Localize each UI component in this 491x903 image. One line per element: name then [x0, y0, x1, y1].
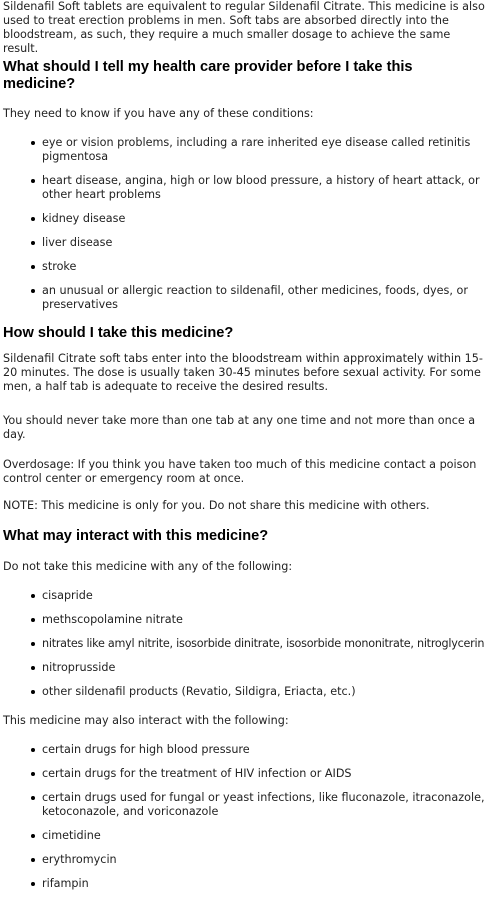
list-item	[42, 829, 488, 843]
overdosage-paragraph: Overdosage: If you think you have taken too much of this medicine contact a poison control center or emergency room at once.	[3, 458, 477, 485]
bullet-icon	[31, 834, 35, 838]
list-item-text: kidney disease	[42, 212, 126, 225]
list-item-text: an unusual or allergic reaction to sildenafil, other medicines, foods, dyes, or preservatives	[42, 284, 468, 311]
list-item	[42, 661, 488, 675]
bullet-icon	[31, 179, 35, 183]
bullet-icon	[31, 690, 35, 694]
list-item	[42, 589, 488, 603]
list-item-text: other sildenafil products (Revatio, Sildigra, Eriacta, etc.)	[42, 685, 356, 698]
list-item	[42, 767, 488, 781]
bullet-icon	[31, 594, 35, 598]
list-item-text: liver disease	[42, 236, 113, 249]
list-item-text: cimetidine	[42, 829, 101, 842]
list-item	[42, 853, 488, 867]
section-heading-interact: What may interact with this medicine?	[3, 528, 269, 544]
bullet-icon	[31, 618, 35, 622]
list-item	[42, 260, 488, 274]
bullet-icon	[31, 858, 35, 862]
may-interact-lead-text: This medicine may also interact with the following:	[3, 714, 289, 727]
bullet-icon	[31, 666, 35, 670]
list-item	[42, 136, 488, 164]
do-not-lead-text: Do not take this medicine with any of the following:	[3, 560, 293, 573]
bullet-icon	[31, 796, 35, 800]
list-item	[42, 284, 488, 312]
bullet-icon	[31, 217, 35, 221]
list-item-text: cisapride	[42, 589, 93, 602]
bullet-icon	[31, 748, 35, 752]
provider-lead-text: They need to know if you have any of these conditions:	[3, 107, 314, 120]
intro-paragraph: Sildenafil Soft tablets are equivalent to regular Sildenafil Citrate. This medicine is also used to treat erection problems in men. Soft tabs are absorbed directly into the bloodstream, as such, they require a much smaller dosage to achieve the same result.	[3, 0, 485, 55]
list-item-text: nitroprusside	[42, 661, 116, 674]
list-item	[42, 877, 488, 891]
bullet-icon	[31, 882, 35, 886]
list-item-text: certain drugs for high blood pressure	[42, 743, 250, 756]
list-item-text: certain drugs for the treatment of HIV infection or AIDS	[42, 767, 352, 780]
take-paragraph: Sildenafil Citrate soft tabs enter into the bloodstream within approximately within 15-20 minutes. The dose is usually taken 30-45 minutes before sexual activity. For some men, a half tab is adequate to receive the desired results.	[3, 352, 483, 393]
list-item-text: erythromycin	[42, 853, 117, 866]
bullet-icon	[31, 772, 35, 776]
list-item	[42, 743, 488, 757]
list-item	[42, 685, 488, 699]
list-item-text: nitrates like amyl nitrite, isosorbide dinitrate, isosorbide mononitrate, nitroglycerin	[42, 637, 485, 650]
note-paragraph: NOTE: This medicine is only for you. Do not share this medicine with others.	[3, 499, 430, 512]
bullet-icon	[31, 141, 35, 145]
list-item	[42, 613, 488, 627]
bullet-icon	[31, 289, 35, 293]
bullet-icon	[31, 642, 35, 646]
section-heading-provider: What should I tell my health care provider before I take this medicine?	[3, 59, 413, 92]
list-item-text: methscopolamine nitrate	[42, 613, 183, 626]
list-item-text: eye or vision problems, including a rare inherited eye disease called retinitis pigmentosa	[42, 136, 471, 163]
bullet-icon	[31, 241, 35, 245]
list-item	[42, 637, 488, 651]
list-item	[42, 791, 488, 819]
list-item-text: heart disease, angina, high or low blood pressure, a history of heart attack, or other heart problems	[42, 174, 480, 201]
list-item-text: certain drugs used for fungal or yeast infections, like fluconazole, itraconazole, ketoconazole, and voriconazole	[42, 791, 485, 818]
section-heading-take: How should I take this medicine?	[3, 325, 234, 341]
take-paragraph: You should never take more than one tab at any one time and not more than once a day.	[3, 414, 476, 441]
list-item-text: stroke	[42, 260, 77, 273]
list-item-text: rifampin	[42, 877, 89, 890]
list-item	[42, 236, 488, 250]
list-item	[42, 212, 488, 226]
bullet-icon	[31, 265, 35, 269]
list-item	[42, 174, 488, 202]
